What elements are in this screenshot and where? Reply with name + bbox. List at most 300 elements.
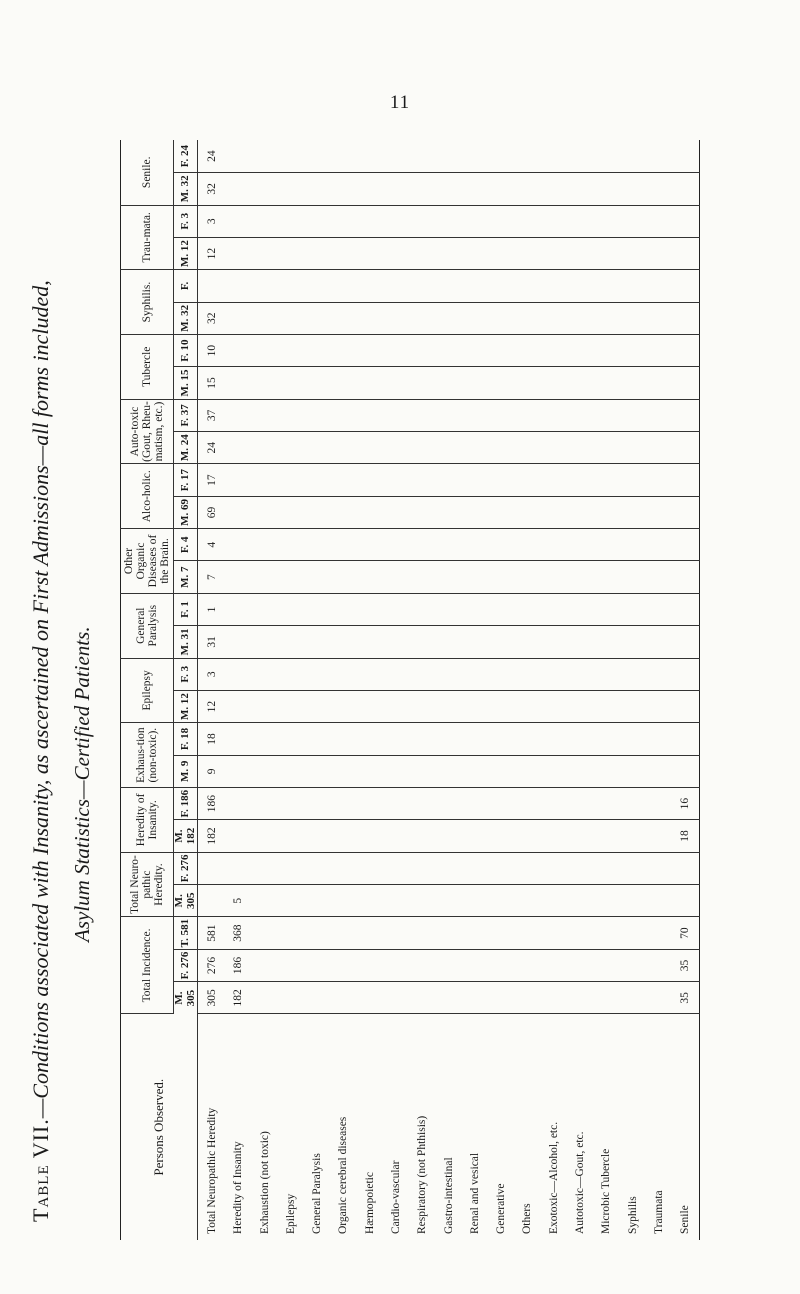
table-cell xyxy=(383,302,409,334)
table-cell xyxy=(278,982,304,1014)
table-cell xyxy=(672,690,700,722)
table-cell xyxy=(462,658,488,690)
table-cell xyxy=(304,237,330,269)
table-cell xyxy=(435,561,461,593)
table-cell xyxy=(462,755,488,787)
table-cell xyxy=(646,982,672,1014)
table-cell xyxy=(304,820,330,852)
table-cell xyxy=(304,885,330,917)
row-label: Autotoxic—Gout, etc. xyxy=(573,1131,586,1234)
table-cell xyxy=(357,302,383,334)
table-cell xyxy=(435,723,461,755)
table-cell xyxy=(304,399,330,431)
table-cell xyxy=(619,885,645,917)
table-cell xyxy=(278,334,304,366)
table-cell xyxy=(252,432,278,464)
sub-header: M. 31 xyxy=(174,626,198,658)
table-cell xyxy=(357,496,383,528)
table-cell xyxy=(304,917,330,949)
table-cell xyxy=(383,432,409,464)
table-cell xyxy=(409,626,435,658)
row-label: General Paralysis xyxy=(311,1153,324,1234)
table-cell xyxy=(462,787,488,819)
table-cell xyxy=(462,885,488,917)
table-cell xyxy=(672,464,700,496)
table-row xyxy=(619,140,645,1240)
table-cell xyxy=(619,755,645,787)
table-row xyxy=(541,140,567,1240)
table-cell: 32 xyxy=(198,173,225,205)
table-cell xyxy=(383,820,409,852)
table-row xyxy=(330,140,356,1240)
table-cell xyxy=(357,432,383,464)
table-cell xyxy=(619,690,645,722)
sub-header: M. 305 xyxy=(174,885,198,917)
table-cell: 70 xyxy=(672,917,700,949)
table-cell: 18 xyxy=(672,820,700,852)
table-cell xyxy=(252,561,278,593)
table-cell xyxy=(304,658,330,690)
table-cell xyxy=(541,820,567,852)
table-cell xyxy=(225,432,251,464)
table-cell xyxy=(252,949,278,981)
table-cell xyxy=(278,852,304,884)
table-cell xyxy=(357,885,383,917)
table-cell xyxy=(330,820,356,852)
table-cell xyxy=(672,302,700,334)
table-cell xyxy=(435,464,461,496)
table-cell xyxy=(462,496,488,528)
table-cell xyxy=(304,367,330,399)
table-cell: 31 xyxy=(198,626,225,658)
table-cell xyxy=(488,367,514,399)
table-cell xyxy=(330,723,356,755)
row-label: Epilepsy xyxy=(284,1193,297,1234)
table-cell xyxy=(567,561,593,593)
table-cell xyxy=(330,334,356,366)
table-cell xyxy=(409,140,435,173)
table-cell xyxy=(278,367,304,399)
table-cell xyxy=(409,917,435,949)
sub-header: F. 1 xyxy=(174,593,198,625)
row-label: Traumata xyxy=(652,1190,665,1234)
table-cell xyxy=(304,173,330,205)
table-cell xyxy=(383,949,409,981)
table-subtitle: Asylum Statistics—Certified Patients. xyxy=(70,626,94,942)
table-cell xyxy=(252,140,278,173)
table-cell xyxy=(225,529,251,561)
table-cell xyxy=(567,949,593,981)
table-cell xyxy=(278,885,304,917)
table-cell xyxy=(619,626,645,658)
table-cell xyxy=(278,755,304,787)
table-cell xyxy=(462,690,488,722)
table-cell xyxy=(672,593,700,625)
table-cell xyxy=(541,723,567,755)
table-cell xyxy=(225,755,251,787)
table-cell xyxy=(567,496,593,528)
table-cell xyxy=(672,334,700,366)
table-cell xyxy=(330,399,356,431)
table-cell xyxy=(330,755,356,787)
table-cell xyxy=(435,302,461,334)
table-cell xyxy=(672,270,700,302)
table-cell xyxy=(541,496,567,528)
table-cell xyxy=(357,852,383,884)
table-cell xyxy=(225,593,251,625)
row-label: Senile xyxy=(679,1205,692,1234)
table-cell xyxy=(330,173,356,205)
table-cell xyxy=(304,432,330,464)
table-cell xyxy=(672,529,700,561)
table-cell xyxy=(198,852,225,884)
table-cell xyxy=(435,173,461,205)
table-cell xyxy=(541,658,567,690)
table-cell xyxy=(278,787,304,819)
group-header: Senile. xyxy=(121,140,174,205)
table-cell xyxy=(435,885,461,917)
table-cell xyxy=(672,140,700,173)
table-row xyxy=(304,140,330,1240)
table-cell xyxy=(409,496,435,528)
table-cell xyxy=(488,334,514,366)
table-cell xyxy=(462,917,488,949)
table-cell xyxy=(225,140,251,173)
table-cell xyxy=(304,982,330,1014)
table-cell xyxy=(357,205,383,237)
table-cell xyxy=(646,593,672,625)
table-cell xyxy=(252,367,278,399)
table-cell xyxy=(541,140,567,173)
table-cell xyxy=(357,173,383,205)
table-cell xyxy=(567,270,593,302)
table-cell xyxy=(357,140,383,173)
table-label: Table VII. xyxy=(28,1118,53,1222)
table-cell xyxy=(435,593,461,625)
table-cell xyxy=(593,852,619,884)
table-cell xyxy=(278,917,304,949)
table-cell xyxy=(330,529,356,561)
table-cell xyxy=(409,593,435,625)
table-row xyxy=(225,140,251,1240)
table-cell xyxy=(567,237,593,269)
table-cell xyxy=(304,593,330,625)
table-cell xyxy=(225,787,251,819)
sub-header: F. 3 xyxy=(174,205,198,237)
table-cell xyxy=(304,949,330,981)
table-row xyxy=(488,140,514,1240)
table-cell xyxy=(593,529,619,561)
table-row xyxy=(357,140,383,1240)
table-cell xyxy=(304,561,330,593)
table-cell xyxy=(619,658,645,690)
table-cell xyxy=(252,658,278,690)
table-cell xyxy=(514,820,540,852)
table-cell xyxy=(462,302,488,334)
table-cell xyxy=(646,237,672,269)
table-cell xyxy=(383,626,409,658)
table-cell xyxy=(383,723,409,755)
table-cell xyxy=(646,496,672,528)
table-cell xyxy=(488,626,514,658)
table-cell: 12 xyxy=(198,690,225,722)
table-cell xyxy=(619,302,645,334)
table-cell xyxy=(330,885,356,917)
table-cell xyxy=(304,496,330,528)
table-cell xyxy=(330,658,356,690)
table-cell xyxy=(514,982,540,1014)
table-cell xyxy=(357,982,383,1014)
table-cell xyxy=(357,949,383,981)
table-cell xyxy=(488,205,514,237)
table-title-line1: —Conditions associated with Insanity, as ascertained on First Admissions—all forms included, xyxy=(28,280,53,1119)
table-row xyxy=(435,140,461,1240)
table-cell xyxy=(330,302,356,334)
sub-header: F. 4 xyxy=(174,529,198,561)
table-cell xyxy=(409,755,435,787)
table-cell xyxy=(593,270,619,302)
table-cell xyxy=(541,464,567,496)
table-cell: 368 xyxy=(225,917,251,949)
table-cell xyxy=(462,205,488,237)
sub-header: F. 24 xyxy=(174,140,198,173)
table-cell xyxy=(593,593,619,625)
row-label: Renal and vesical xyxy=(468,1152,481,1234)
table-cell: 3 xyxy=(198,658,225,690)
table-cell xyxy=(646,205,672,237)
table-cell xyxy=(514,787,540,819)
table-cell xyxy=(330,917,356,949)
table-cell xyxy=(462,464,488,496)
sub-header: M. 24 xyxy=(174,432,198,464)
table-cell xyxy=(488,593,514,625)
table-cell xyxy=(462,529,488,561)
table-cell xyxy=(672,755,700,787)
sub-header: F. 276 xyxy=(174,949,198,981)
table-cell xyxy=(278,432,304,464)
table-cell xyxy=(278,658,304,690)
table-cell xyxy=(330,464,356,496)
table-cell xyxy=(304,334,330,366)
table-cell xyxy=(646,270,672,302)
table-cell xyxy=(619,787,645,819)
table-cell xyxy=(409,367,435,399)
table-cell xyxy=(252,690,278,722)
row-label: Total Neuropathic Heredity xyxy=(205,1107,218,1234)
table-cell xyxy=(488,561,514,593)
table-cell xyxy=(304,464,330,496)
table-cell xyxy=(619,464,645,496)
table-cell xyxy=(593,432,619,464)
table-cell xyxy=(619,852,645,884)
table-cell xyxy=(383,885,409,917)
table-cell xyxy=(672,561,700,593)
table-cell xyxy=(672,399,700,431)
table-cell xyxy=(593,917,619,949)
table-cell xyxy=(383,658,409,690)
table-cell xyxy=(435,496,461,528)
sub-header: F. 10 xyxy=(174,334,198,366)
table-cell xyxy=(593,367,619,399)
table-cell xyxy=(435,949,461,981)
table-cell xyxy=(252,593,278,625)
table-cell xyxy=(462,949,488,981)
table-cell xyxy=(225,496,251,528)
table-cell xyxy=(672,205,700,237)
table-cell xyxy=(619,334,645,366)
table-cell xyxy=(619,140,645,173)
sub-header: M. 12 xyxy=(174,237,198,269)
table-cell xyxy=(541,399,567,431)
table-cell xyxy=(672,626,700,658)
table-cell xyxy=(462,140,488,173)
table-cell xyxy=(488,302,514,334)
row-label: Organic cerebral diseases xyxy=(337,1116,350,1234)
table-cell xyxy=(488,270,514,302)
table-cell xyxy=(593,820,619,852)
table-cell xyxy=(646,464,672,496)
table-cell xyxy=(593,723,619,755)
table-cell xyxy=(435,690,461,722)
table-cell xyxy=(462,593,488,625)
table-cell xyxy=(646,367,672,399)
table-cell xyxy=(619,399,645,431)
table-cell xyxy=(593,949,619,981)
table-cell xyxy=(330,367,356,399)
table-cell xyxy=(252,885,278,917)
table-cell xyxy=(330,949,356,981)
table-cell xyxy=(593,302,619,334)
table-cell xyxy=(619,723,645,755)
table-cell xyxy=(409,723,435,755)
table-row xyxy=(198,140,225,1240)
table-cell xyxy=(541,949,567,981)
table-row xyxy=(672,140,700,1240)
table-cell xyxy=(462,173,488,205)
table-cell xyxy=(567,885,593,917)
table-cell xyxy=(514,432,540,464)
table-cell xyxy=(462,723,488,755)
table-cell xyxy=(541,982,567,1014)
table-cell xyxy=(488,432,514,464)
table-cell xyxy=(567,723,593,755)
table-cell: 35 xyxy=(672,949,700,981)
table-cell xyxy=(252,820,278,852)
table-cell xyxy=(514,529,540,561)
table-cell xyxy=(409,334,435,366)
table-cell xyxy=(383,464,409,496)
table-cell xyxy=(278,173,304,205)
table-cell xyxy=(435,755,461,787)
table-cell xyxy=(646,949,672,981)
table-cell xyxy=(488,949,514,981)
table-cell xyxy=(514,334,540,366)
table-cell xyxy=(619,820,645,852)
table-cell xyxy=(541,529,567,561)
table-row xyxy=(252,140,278,1240)
table-cell xyxy=(357,787,383,819)
table-cell xyxy=(672,496,700,528)
table-cell xyxy=(435,529,461,561)
table-cell xyxy=(252,982,278,1014)
table-cell: 186 xyxy=(198,787,225,819)
table-cell xyxy=(383,205,409,237)
table-cell xyxy=(619,237,645,269)
table-row xyxy=(278,140,304,1240)
table-cell xyxy=(541,561,567,593)
table-cell xyxy=(357,917,383,949)
table-cell xyxy=(383,496,409,528)
table-cell xyxy=(462,820,488,852)
table-cell: 17 xyxy=(198,464,225,496)
table-cell xyxy=(278,464,304,496)
table-cell xyxy=(514,205,540,237)
table-cell: 35 xyxy=(672,982,700,1014)
table-cell xyxy=(225,399,251,431)
table-cell xyxy=(278,399,304,431)
sub-header: T. 581 xyxy=(174,917,198,949)
table-cell xyxy=(304,690,330,722)
table-cell xyxy=(619,949,645,981)
table-cell xyxy=(462,237,488,269)
sub-header: M. 7 xyxy=(174,561,198,593)
table-cell xyxy=(646,852,672,884)
table-cell xyxy=(646,399,672,431)
table-cell xyxy=(541,302,567,334)
table-cell xyxy=(672,885,700,917)
table-cell xyxy=(435,205,461,237)
table-cell xyxy=(278,723,304,755)
table-cell xyxy=(646,917,672,949)
table-cell xyxy=(619,205,645,237)
table-cell: 18 xyxy=(198,723,225,755)
table-cell xyxy=(435,787,461,819)
table-cell: 1 xyxy=(198,593,225,625)
table-cell xyxy=(330,852,356,884)
table-cell xyxy=(619,529,645,561)
sub-header: M. 15 xyxy=(174,367,198,399)
table-cell xyxy=(541,885,567,917)
table-cell xyxy=(488,820,514,852)
table-cell xyxy=(567,982,593,1014)
table-cell xyxy=(514,755,540,787)
group-header: Trau-mata. xyxy=(121,205,174,270)
table-cell xyxy=(593,464,619,496)
table-cell xyxy=(619,982,645,1014)
sub-header: F. 17 xyxy=(174,464,198,496)
table-cell xyxy=(357,820,383,852)
table-cell xyxy=(514,852,540,884)
table-cell xyxy=(514,658,540,690)
table-cell xyxy=(462,270,488,302)
table-cell xyxy=(593,173,619,205)
table-cell xyxy=(462,561,488,593)
row-label: Heredity of Insanity xyxy=(232,1141,245,1234)
table-cell xyxy=(488,690,514,722)
table-cell xyxy=(225,302,251,334)
table-cell: 186 xyxy=(225,949,251,981)
table-cell xyxy=(646,820,672,852)
table-cell xyxy=(357,626,383,658)
table-cell xyxy=(541,237,567,269)
table-cell xyxy=(278,302,304,334)
table-cell xyxy=(278,237,304,269)
table-cell xyxy=(672,852,700,884)
sub-header: F. 276 xyxy=(174,852,198,884)
table-cell xyxy=(357,529,383,561)
table-cell xyxy=(514,237,540,269)
row-label: Exhaustion (not toxic) xyxy=(258,1131,271,1234)
